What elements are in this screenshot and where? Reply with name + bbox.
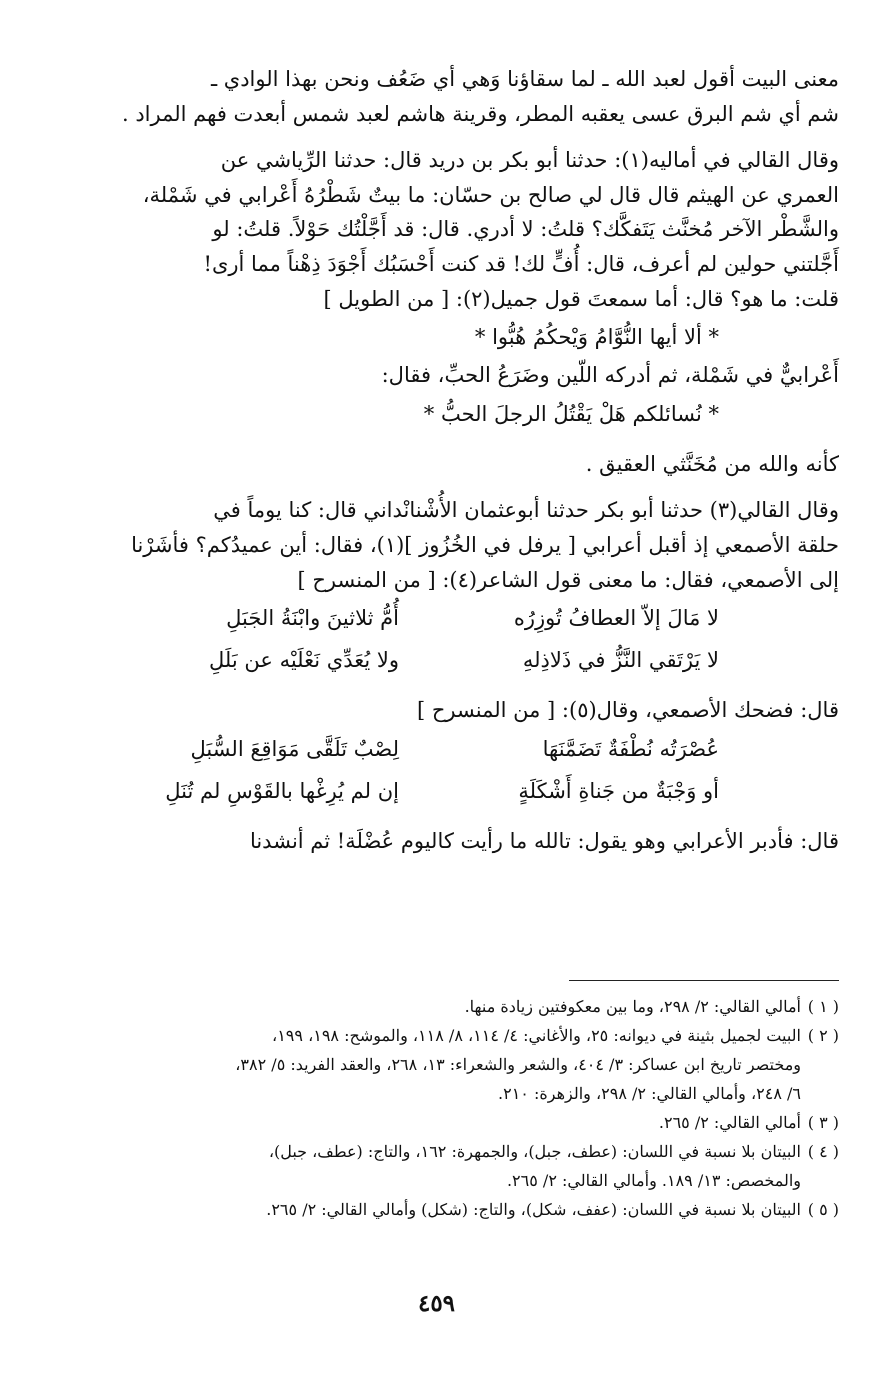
text-line: العمري عن الهيثم قال قال لي صالح بن حسّان: ما بيتٌ شَطْرُهُ أَعْرابي في شَمْلة، [142, 182, 839, 207]
text-line: والمخصص: ١٣/ ١٨٩. وأمالي القالي: ٢/ ٢٦٥. [506, 1171, 801, 1190]
text-line: كأنه والله من مُخَنَّثي العقيق . [585, 451, 839, 476]
text-line: قلت: ما هو؟ قال: أما سمعتَ قول جميل(٢): [ من الطويل ] [323, 286, 839, 311]
paragraph-2 [36, 143, 839, 316]
paragraph-7 [36, 824, 839, 859]
paragraph-3 [36, 358, 839, 393]
text-line: أمالي القالي: ٢/ ٢٩٨، وما بين معكوفتين زيادة منها. [464, 997, 801, 1016]
footnote-number: ( ٤ ) [807, 1142, 839, 1161]
footnote-2 [36, 1021, 839, 1108]
text-line: قال: فضحك الأصمعي، وقال(٥): [ من المنسرح ] [417, 698, 839, 723]
verse-second-hemistich: أُمُّ ثلاثينَ وابْنَةُ الجَبَلِ [226, 606, 399, 631]
text-line: حلقة الأصمعي إذ أقبل أعرابي [ يرفل في الخُزُوز ](١)، فقال: أين عميدُكم؟ فأشَرْنا [131, 532, 839, 557]
text-line: معنى البيت أقول لعبد الله ـ لما سقاؤنا وَهي أي ضَعُف ونحن بهذا الوادي ـ [210, 67, 839, 91]
verse-first-hemistich: عُصْرَتُه نُطْفَةٌ تَضَمَّنَهَا [542, 736, 719, 761]
verse-first-hemistich: لا مَالَ إلاّ العطافُ تُوزِرُه [513, 606, 719, 631]
hemistich-1: * ألا أيها النُّوَّامُ وَيْحكُمُ هُبُّوا * [474, 325, 719, 350]
footnote-text [36, 992, 801, 1021]
text-line: قال: فأدبر الأعرابي وهو يقول: تالله ما رأيت كاليوم عُضْلَة! ثم أنشدنا [249, 828, 839, 853]
footnote-5 [36, 1195, 839, 1224]
paragraph-4 [36, 447, 839, 482]
hemistich-2: * نُسائلكم هَلْ يَقْتُلُ الرجلَ الحبُّ * [423, 401, 719, 426]
text-line: والشَّطْر الآخر مُخنَّث يَتَفكَّك؟ قلتُ: لا أدري. قال: قد أَجَّلْتُك حَوْلاً. قلتُ: لو [212, 217, 839, 242]
footnote-text [36, 1021, 801, 1108]
verse-line [36, 728, 839, 770]
text-line: أَعْرابيٌّ في شَمْلة، ثم أدركه اللّين وضَرَعُ الحبِّ، فقال: [381, 363, 839, 388]
footnote-text [36, 1137, 801, 1195]
verse-second-hemistich: ولا يُعَدِّي نَعْلَيْه عن بَلَلِ [209, 648, 399, 673]
footnote-number: ( ٣ ) [807, 1113, 839, 1132]
paragraph-5 [36, 493, 839, 597]
verse-line [36, 770, 839, 812]
verse-line [36, 639, 839, 681]
text-line: وقال القالي في أماليه(١): حدثنا أبو بكر بن دريد قال: حدثنا الرِّياشي عن [220, 148, 839, 173]
footnote-1 [36, 992, 839, 1021]
text-line: شم أي شم البرق عسى يعقبه المطر، وقرينة هاشم لعبد شمس أبعدت فهم المراد . [121, 101, 839, 126]
text-line: البيت لجميل بثينة في ديوانه: ٢٥، والأغاني: ٤/ ١١٤، ٨/ ١١٨، والموشح: ١٩٨، ١٩٩، [272, 1026, 801, 1045]
text-line: أمالي القالي: ٢/ ٢٦٥. [658, 1113, 801, 1132]
verse-first-hemistich: أو وَجْبَةٌ من جَناةِ أَشْكَلَةٍ [518, 778, 719, 803]
page-number: ٤٥٩ [417, 1290, 456, 1317]
paragraph-6 [36, 693, 839, 728]
verse-line [36, 597, 839, 639]
footnote-4 [36, 1137, 839, 1195]
footnote-3 [36, 1108, 839, 1137]
text-line: البيتان بلا نسبة في اللسان: (عفف، شكل)، والتاج: (شكل) وأمالي القالي: ٢/ ٢٦٥. [266, 1200, 801, 1219]
text-line: ومختصر تاريخ ابن عساكر: ٣/ ٤٠٤، والشعر والشعراء: ١٣، ٢٦٨، والعقد الفريد: ٥/ ٣٨٢، [235, 1055, 801, 1074]
footnote-number: ( ١ ) [807, 997, 839, 1016]
footnote-text [36, 1108, 801, 1137]
text-line: البيتان بلا نسبة في اللسان: (عطف، جبل)، والجمهرة: ١٦٢، والتاج: (عطف، جبل)، [268, 1142, 801, 1161]
text-line: وقال القالي(٣) حدثنا أبو بكر حدثنا أبوعثمان الأُشْنانْداني قال: كنا يوماً في [213, 498, 839, 523]
verse-second-hemistich: لِصْبٌ تَلَقَّى مَوَاقِعَ السُّبَلِ [190, 736, 399, 761]
text-line: إلى الأصمعي، فقال: ما معنى قول الشاعر(٤): [ من المنسرح ] [297, 567, 839, 592]
footnote-separator [569, 980, 839, 981]
footnote-text [36, 1195, 801, 1224]
verse-second-hemistich: إن لم يُرِغْها بالقَوْسِ لم تُنَلِ [165, 778, 399, 803]
text-line: أَجَّلتني حولين لم أعرف، قال: أُفٍّ لك! قد كنت أَحْسَبُك أَجْوَدَ ذِهْناً مما أرى! [203, 251, 839, 276]
footnotes [36, 992, 839, 1224]
text-line: ٦/ ٢٤٨، وأمالي القالي: ٢/ ٢٩٨، والزهرة: ٢١٠. [498, 1084, 801, 1103]
footnote-number: ( ٢ ) [807, 1026, 839, 1045]
footnote-number: ( ٥ ) [807, 1200, 839, 1219]
verse-first-hemistich: لا يَرْتَقي النَّزُّ في ذَلاذِلهِ [522, 648, 719, 673]
paragraph-1 [36, 62, 839, 131]
